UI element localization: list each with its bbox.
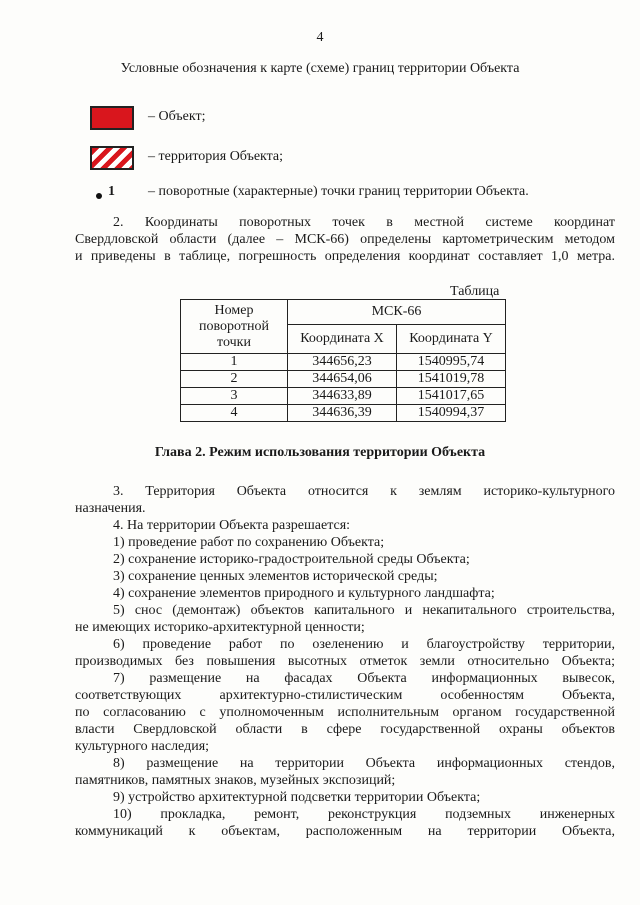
legend-item-label: – территория Объекта; bbox=[148, 149, 284, 164]
header-x: Координата X bbox=[288, 325, 397, 354]
text-line: 3. Территория Объекта относится к землям историко-культурного bbox=[113, 484, 615, 499]
text-line: не имеющих историко-архитектурной ценности; bbox=[75, 620, 365, 635]
text-line: соответствующих архитектурно-стилистическим особенностям Объекта, bbox=[75, 688, 615, 703]
text-line: назначения. bbox=[75, 501, 146, 516]
text-line: памятников, памятных знаков, музейных экспозиций; bbox=[75, 773, 396, 788]
text-line: и приведены в таблице, погрешность определения координат составляет 1,0 метра. bbox=[75, 249, 615, 264]
text-line: 5) снос (демонтаж) объектов капитального и некапитального строительства, bbox=[113, 603, 615, 618]
text-line: 10) прокладка, ремонт, реконструкция подземных инженерных bbox=[113, 807, 615, 822]
cell-y: 1540995,74 bbox=[397, 354, 506, 371]
text-line: 7) размещение на фасадах Объекта информационных вывесок, bbox=[113, 671, 615, 686]
header-y: Координата Y bbox=[397, 325, 506, 354]
text-line: 2) сохранение историко-градостроительной среды Объекта; bbox=[113, 552, 470, 567]
table-row bbox=[181, 405, 506, 422]
turning-point-icon bbox=[90, 181, 134, 205]
text-line: 6) проведение работ по озеленению и благоустройству территории, bbox=[113, 637, 615, 652]
text-line: коммуникаций к объектам, расположенным на территории Объекта, bbox=[75, 824, 615, 839]
text-line: 3) сохранение ценных элементов исторической среды; bbox=[113, 569, 438, 584]
page-number: 4 bbox=[316, 30, 324, 45]
cell-point: 4 bbox=[181, 405, 288, 422]
cell-point: 2 bbox=[181, 371, 288, 388]
cell-point: 1 bbox=[181, 354, 288, 371]
object-symbol-icon bbox=[90, 106, 134, 130]
table-caption: Таблица bbox=[450, 284, 500, 299]
text-line: власти Свердловской области в сфере государственной охраны объектов bbox=[75, 722, 615, 737]
text-line: производимых без повышения высотных отметок земли относительно Объекта; bbox=[75, 654, 615, 669]
territory-hatch-icon bbox=[90, 146, 134, 170]
text-line: 1) проведение работ по сохранению Объекта; bbox=[113, 535, 385, 550]
text-line: культурного наследия; bbox=[75, 739, 210, 754]
cell-y: 1541017,65 bbox=[397, 388, 506, 405]
legend-title: Условные обозначения к карте (схеме) границ территории Объекта bbox=[120, 61, 520, 76]
table-header-row bbox=[181, 300, 506, 325]
header-system: МСК-66 bbox=[288, 300, 506, 325]
coordinates-table bbox=[180, 299, 506, 422]
cell-x: 344654,06 bbox=[288, 371, 397, 388]
point-dot-icon bbox=[96, 193, 102, 199]
text-line: 2. Координаты поворотных точек в местной системе координат bbox=[113, 215, 615, 230]
cell-point: 3 bbox=[181, 388, 288, 405]
table-row bbox=[181, 354, 506, 371]
chapter-body bbox=[75, 483, 615, 840]
paragraph-coordinates bbox=[75, 214, 615, 265]
cell-x: 344656,23 bbox=[288, 354, 397, 371]
text-line: по согласованию с уполномоченным исполнительным органом государственной bbox=[75, 705, 615, 720]
text-line: 4) сохранение элементов природного и культурного ландшафта; bbox=[113, 586, 495, 601]
table-row bbox=[181, 371, 506, 388]
header-point-number: Номер поворотной точки bbox=[181, 300, 288, 354]
text-line: 4. На территории Объекта разрешается: bbox=[113, 518, 351, 533]
cell-y: 1541019,78 bbox=[397, 371, 506, 388]
cell-x: 344633,89 bbox=[288, 388, 397, 405]
point-number: 1 bbox=[108, 184, 115, 199]
table-row bbox=[181, 388, 506, 405]
text-line: 8) размещение на территории Объекта информационных стендов, bbox=[113, 756, 615, 771]
cell-x: 344636,39 bbox=[288, 405, 397, 422]
text-line: Свердловской области (далее – МСК-66) определены картометрическим методом bbox=[75, 232, 615, 247]
legend-item-label: – Объект; bbox=[148, 109, 206, 124]
cell-y: 1540994,37 bbox=[397, 405, 506, 422]
legend-item-label: – поворотные (характерные) точки границ территории Объекта. bbox=[148, 184, 529, 199]
chapter-title: Глава 2. Режим использования территории Объекта bbox=[154, 445, 486, 460]
text-line: 9) устройство архитектурной подсветки территории Объекта; bbox=[113, 790, 481, 805]
